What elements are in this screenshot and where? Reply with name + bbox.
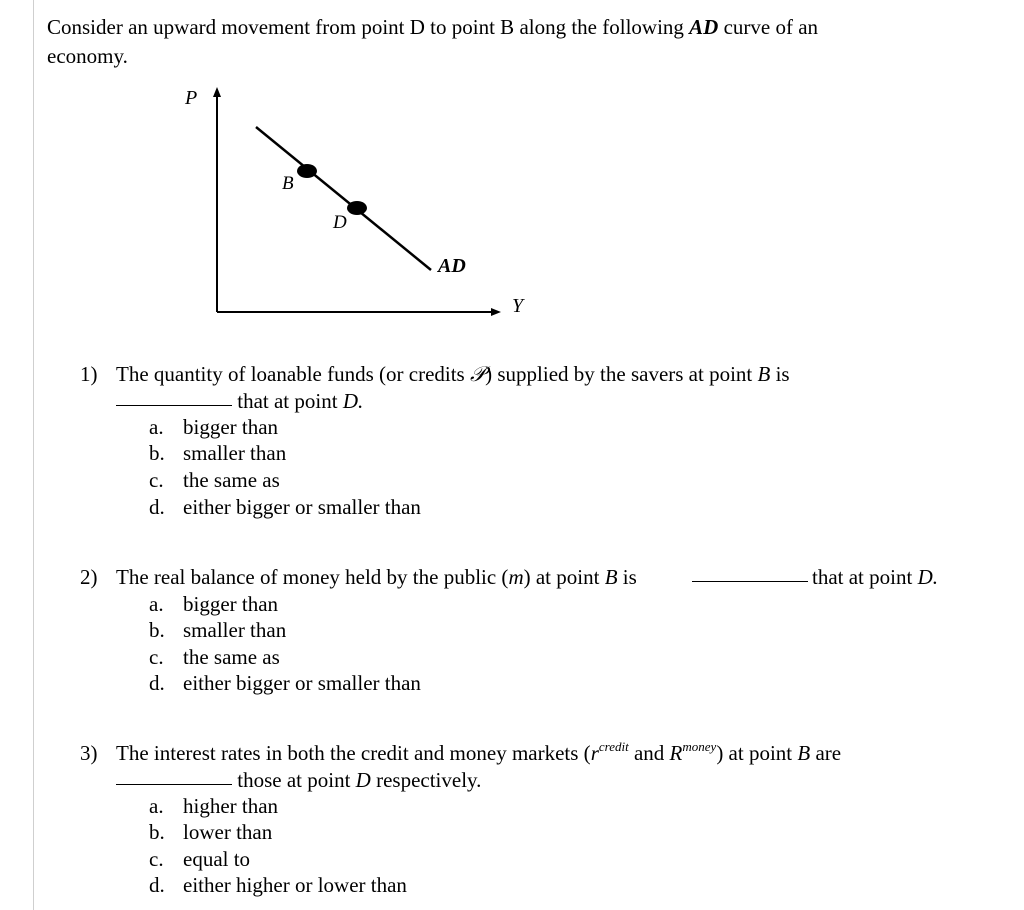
- option-letter: d.: [149, 671, 165, 695]
- curve-label: AD: [438, 255, 466, 277]
- question-3-number: 3): [80, 741, 98, 765]
- q3-credit-rate-symbol: r: [590, 741, 599, 765]
- q1-text-b: ) supplied by the savers at point: [485, 362, 758, 386]
- q3-option-d[interactable]: [149, 873, 407, 898]
- question-3-line-2: [116, 768, 481, 793]
- option-text: higher than: [183, 794, 279, 818]
- intro-text-end: curve of an: [718, 15, 819, 39]
- q1-line2-point: D.: [342, 389, 364, 413]
- q2-point: B: [604, 565, 618, 589]
- option-letter: b.: [149, 441, 165, 465]
- q3-text-b: ) at point: [716, 741, 798, 765]
- option-letter: a.: [149, 415, 164, 439]
- q3-line2-end: respectively.: [370, 768, 482, 792]
- q1-option-b[interactable]: [149, 441, 286, 466]
- q3-text-c: are: [810, 741, 842, 765]
- q2-money-symbol: m: [508, 565, 524, 589]
- q1-option-d[interactable]: [149, 495, 421, 520]
- question-2-text-after: [812, 565, 938, 590]
- q1-credit-symbol: 𝒫: [469, 362, 486, 386]
- q3-option-b[interactable]: [149, 820, 272, 845]
- q1-option-c[interactable]: [149, 468, 280, 493]
- q2-text-c: is: [617, 565, 637, 589]
- option-letter: d.: [149, 873, 165, 897]
- q3-money-rate-symbol: R: [669, 741, 683, 765]
- option-text: either bigger or smaller than: [183, 671, 421, 695]
- option-letter: c.: [149, 847, 164, 871]
- q3-credit-rate-superscript: credit: [598, 739, 629, 754]
- q1-line2-text: that at point: [237, 389, 343, 413]
- q2-option-d[interactable]: [149, 671, 421, 696]
- q2-text-b: ) at point: [523, 565, 605, 589]
- q3-point: B: [797, 741, 811, 765]
- q2-text-a: The real balance of money held by the public (: [116, 565, 509, 589]
- q2-text-after: that at point: [812, 565, 918, 589]
- ad-curve-graph: [0, 0, 1024, 340]
- option-letter: b.: [149, 618, 165, 642]
- q1-point: B: [757, 362, 771, 386]
- option-letter: b.: [149, 820, 165, 844]
- q3-option-c[interactable]: [149, 847, 250, 872]
- q3-line2-text: those at point: [237, 768, 356, 792]
- intro-curve-name: AD: [689, 15, 719, 39]
- q1-text-a: The quantity of loanable funds (or credits: [116, 362, 470, 386]
- option-text: smaller than: [183, 618, 287, 642]
- q3-option-a[interactable]: [149, 794, 278, 819]
- option-text: lower than: [183, 820, 273, 844]
- point-d-label: D: [333, 212, 347, 233]
- output-axis-label: Y: [512, 295, 524, 317]
- option-letter: c.: [149, 645, 164, 669]
- question-1-number: 1): [80, 362, 98, 386]
- option-text: the same as: [183, 468, 280, 492]
- option-letter: a.: [149, 794, 164, 818]
- answer-blank-1: [116, 404, 232, 406]
- option-text: equal to: [183, 847, 251, 871]
- intro-line-2: economy.: [47, 44, 128, 68]
- q3-money-rate-superscript: money: [682, 739, 717, 754]
- option-letter: c.: [149, 468, 164, 492]
- q2-option-b[interactable]: [149, 618, 286, 643]
- option-text: smaller than: [183, 441, 287, 465]
- question-1-line-2: [116, 389, 363, 414]
- option-letter: a.: [149, 592, 164, 616]
- answer-blank-2: [692, 580, 808, 582]
- question-3-text: [116, 741, 841, 766]
- option-text: the same as: [183, 645, 280, 669]
- q1-option-a[interactable]: [149, 415, 278, 440]
- q1-text-c: is: [770, 362, 790, 386]
- intro-text: Consider an upward movement from point D to point B along the following: [47, 15, 690, 39]
- q3-and: and: [628, 741, 670, 765]
- q3-text-a: The interest rates in both the credit and money markets (: [116, 741, 591, 765]
- ad-curve-line: [256, 127, 431, 270]
- question-2-number: 2): [80, 565, 98, 589]
- option-text: either bigger or smaller than: [183, 495, 421, 519]
- option-text: bigger than: [183, 415, 279, 439]
- question-2-text: [116, 565, 637, 590]
- question-2-blank-line: [692, 565, 808, 590]
- q2-after-point: D.: [917, 565, 938, 589]
- question-1-text: [116, 362, 790, 387]
- q2-option-c[interactable]: [149, 645, 280, 670]
- option-letter: d.: [149, 495, 165, 519]
- option-text: either higher or lower than: [183, 873, 407, 897]
- point-b-label: B: [282, 173, 294, 194]
- option-text: bigger than: [183, 592, 279, 616]
- q2-option-a[interactable]: [149, 592, 278, 617]
- answer-blank-3: [116, 783, 232, 785]
- point-b-dot: [297, 164, 317, 178]
- point-d-dot: [347, 201, 367, 215]
- q3-line2-point: D: [355, 768, 371, 792]
- price-axis-label: P: [185, 87, 198, 109]
